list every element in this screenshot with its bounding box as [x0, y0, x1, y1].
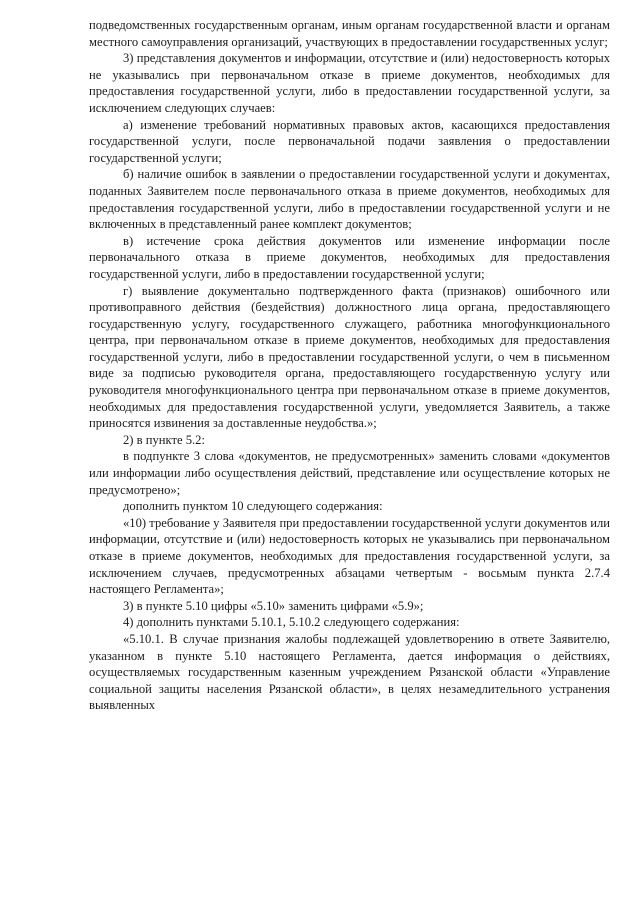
- paragraph-point-5-10-1: «5.10.1. В случае признания жалобы подлежащей удовлетворению в ответе Заявителю, указанном в пункте 5.10 настоящего Регламента, дается информация о действиях, осуществляемых государственным казенным учреждением Рязанской области «Управление социальной защиты населения Рязанской области», в целях незамедлительного устранения выявленных: [89, 631, 610, 713]
- paragraph-subpoint-3-replace: в подпункте 3 слова «документов, не предусмотренных» заменить словами «документов или информации либо осуществления действий, представление или осуществление которых не предусмотрено»;: [89, 449, 610, 497]
- paragraph-subitem-a: а) изменение требований нормативных правовых актов, касающихся предоставления государственной услуги, после первоначальной подачи заявления о предоставлении государственной услуги;: [89, 117, 610, 165]
- paragraph-subitem-v: в) истечение срока действия документов или изменение информации после первоначального отказа в приеме документов, необходимых для предоставления государственной услуги, либо в предоставлении государственной услуги;: [89, 233, 610, 281]
- paragraph-continuation: подведомственных государственным органам, иным органам государственной власти и органам местного самоуправления организаций, участвующих в предоставлении государственных услуг;: [89, 18, 610, 49]
- paragraph-subitem-b: б) наличие ошибок в заявлении о предоставлении государственной услуги и документах, поданных Заявителем после первоначального отказа в приеме документов, необходимых для предоставления государственной услуги, либо в предоставлении государственной услуги и не включенных в представленный ранее комплект документов;: [89, 167, 610, 232]
- paragraph-item-3-replace: 3) в пункте 5.10 цифры «5.10» заменить цифрами «5.9»;: [123, 598, 424, 613]
- paragraph-item-3: 3) представления документов и информации, отсутствие и (или) недостоверность которых не указывались при первоначальном отказе в приеме документов, необходимых для предоставления государственной услуги, либо в предоставлении государственной услуги, за исключением следующих случаев:: [89, 51, 610, 115]
- paragraph-add-point-10: дополнить пунктом 10 следующего содержания:: [123, 499, 383, 514]
- paragraph-point-10: «10) требование у Заявителя при предоставлении государственной услуги документов или информации, отсутствие и (или) недостоверность которых не указывались при первоначальном отказе в приеме документов, необходимых для предоставления государственной услуги, за исключением случаев, предусмотренных абзацами четвертым - восьмым пункта 2.7.4 настоящего Регламента»;: [89, 515, 610, 597]
- paragraph-item-2: 2) в пункте 5.2:: [123, 432, 205, 447]
- paragraph-subitem-g: г) выявление документально подтвержденного факта (признаков) ошибочного или противоправного действия (бездействия) должностного лица органа, предоставляющего государственную услугу, государственного служащего, работника многофункционального центра, при первоначальном отказе в приеме документов, необходимых для предоставления государственной услуги, либо в предоставлении государственной услуги, о чем в письменном виде за подписью руководителя органа, предоставляющего государственную услугу или руководителя многофункционального центра при первоначальном отказе в приеме документов, необходимых для предоставления государственной услуги, уведомляется Заявитель, а также приносятся извинения за доставленные неудобства.»;: [89, 283, 610, 431]
- paragraph-item-4: 4) дополнить пунктами 5.10.1, 5.10.2 следующего содержания:: [123, 615, 460, 630]
